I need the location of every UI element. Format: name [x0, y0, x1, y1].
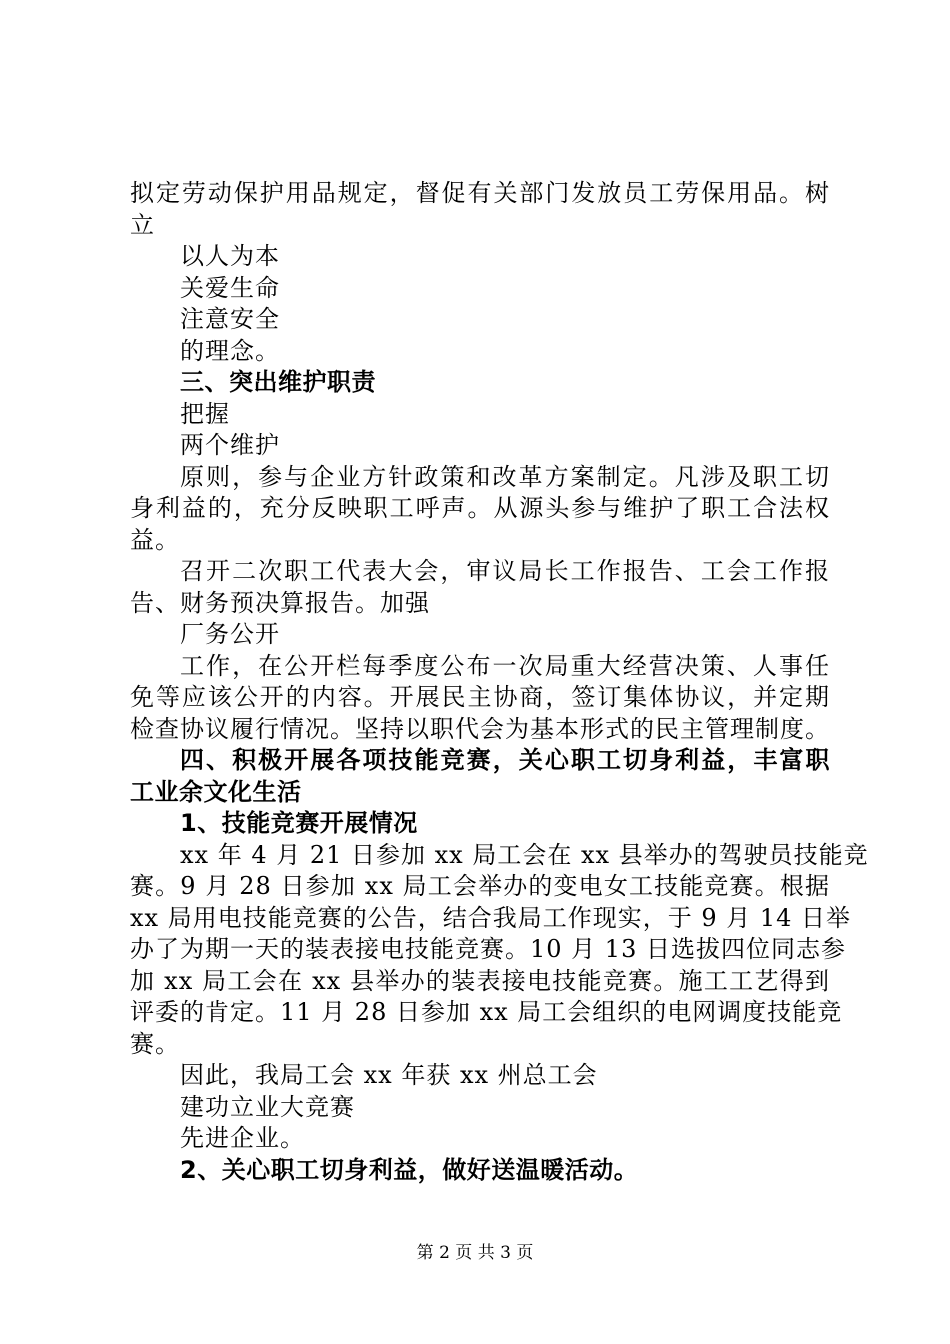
subsection-heading: 1、技能竞赛开展情况 [180, 809, 418, 837]
body-line: 召开二次职工代表大会，审议局长工作报告、工会工作报 [180, 557, 830, 585]
body-line: xx 局用电技能竞赛的公告，结合我局工作现实，于 9 月 14 日举 [130, 903, 852, 932]
body-line: xx 年 4 月 21 日参加 xx 局工会在 xx 县举办的驾驶员技能竞 [180, 840, 869, 869]
subsection-heading: 2、关心职工切身利益，做好送温暖活动。 [180, 1155, 639, 1184]
body-line: 厂务公开 [180, 620, 280, 648]
body-line: 赛。9 月 28 日参加 xx 局工会举办的变电女工技能竞赛。根据 [130, 872, 830, 900]
body-line: 告、财务预决算报告。加强 [130, 588, 430, 617]
body-line: 赛。 [130, 1029, 180, 1058]
body-line: 以人为本 [180, 242, 280, 270]
body-line: 建功立业大竞赛 [180, 1092, 355, 1121]
body-line: 检查协议履行情况。坚持以职代会为基本形式的民主管理制度。 [130, 714, 830, 743]
body-line: 因此，我局工会 xx 年获 xx 州总工会 [180, 1061, 598, 1089]
body-line: 加 xx 局工会在 xx 县举办的装表接电技能竞赛。施工工艺得到 [130, 966, 830, 995]
section-heading: 工业余文化生活 [130, 777, 302, 806]
section-heading: 四、积极开展各项技能竞赛，关心职工切身利益，丰富职 [180, 746, 830, 774]
document-body [130, 178, 869, 1186]
body-line: 身利益的，充分反映职工呼声。从源头参与维护了职工合法权 [130, 494, 830, 522]
body-line: 的理念。 [180, 336, 280, 365]
body-line: 工作，在公开栏每季度公布一次局重大经营决策、人事任 [180, 651, 830, 680]
body-line: 立 [130, 210, 155, 239]
body-line: 注意安全 [180, 305, 280, 333]
body-line: 关爱生命 [180, 273, 280, 302]
body-line: 免等应该公开的内容。开展民主协商，签订集体协议，并定期 [130, 683, 830, 711]
body-line: 办了为期一天的装表接电技能竞赛。10 月 13 日选拔四位同志参 [130, 935, 846, 963]
body-line: 原则，参与企业方针政策和改革方案制定。凡涉及职工切 [180, 462, 830, 491]
body-line: 先进企业。 [180, 1124, 305, 1152]
page-footer: 第 2 页 共 3 页 [416, 1243, 534, 1263]
body-line: 两个维护 [180, 431, 280, 459]
body-line: 益。 [130, 525, 180, 554]
body-line: 拟定劳动保护用品规定，督促有关部门发放员工劳保用品。树 [130, 179, 830, 207]
body-line: 评委的肯定。11 月 28 日参加 xx 局工会组织的电网调度技能竞 [130, 998, 843, 1026]
body-line: 把握 [180, 399, 230, 428]
section-heading: 三、突出维护职责 [180, 368, 376, 396]
